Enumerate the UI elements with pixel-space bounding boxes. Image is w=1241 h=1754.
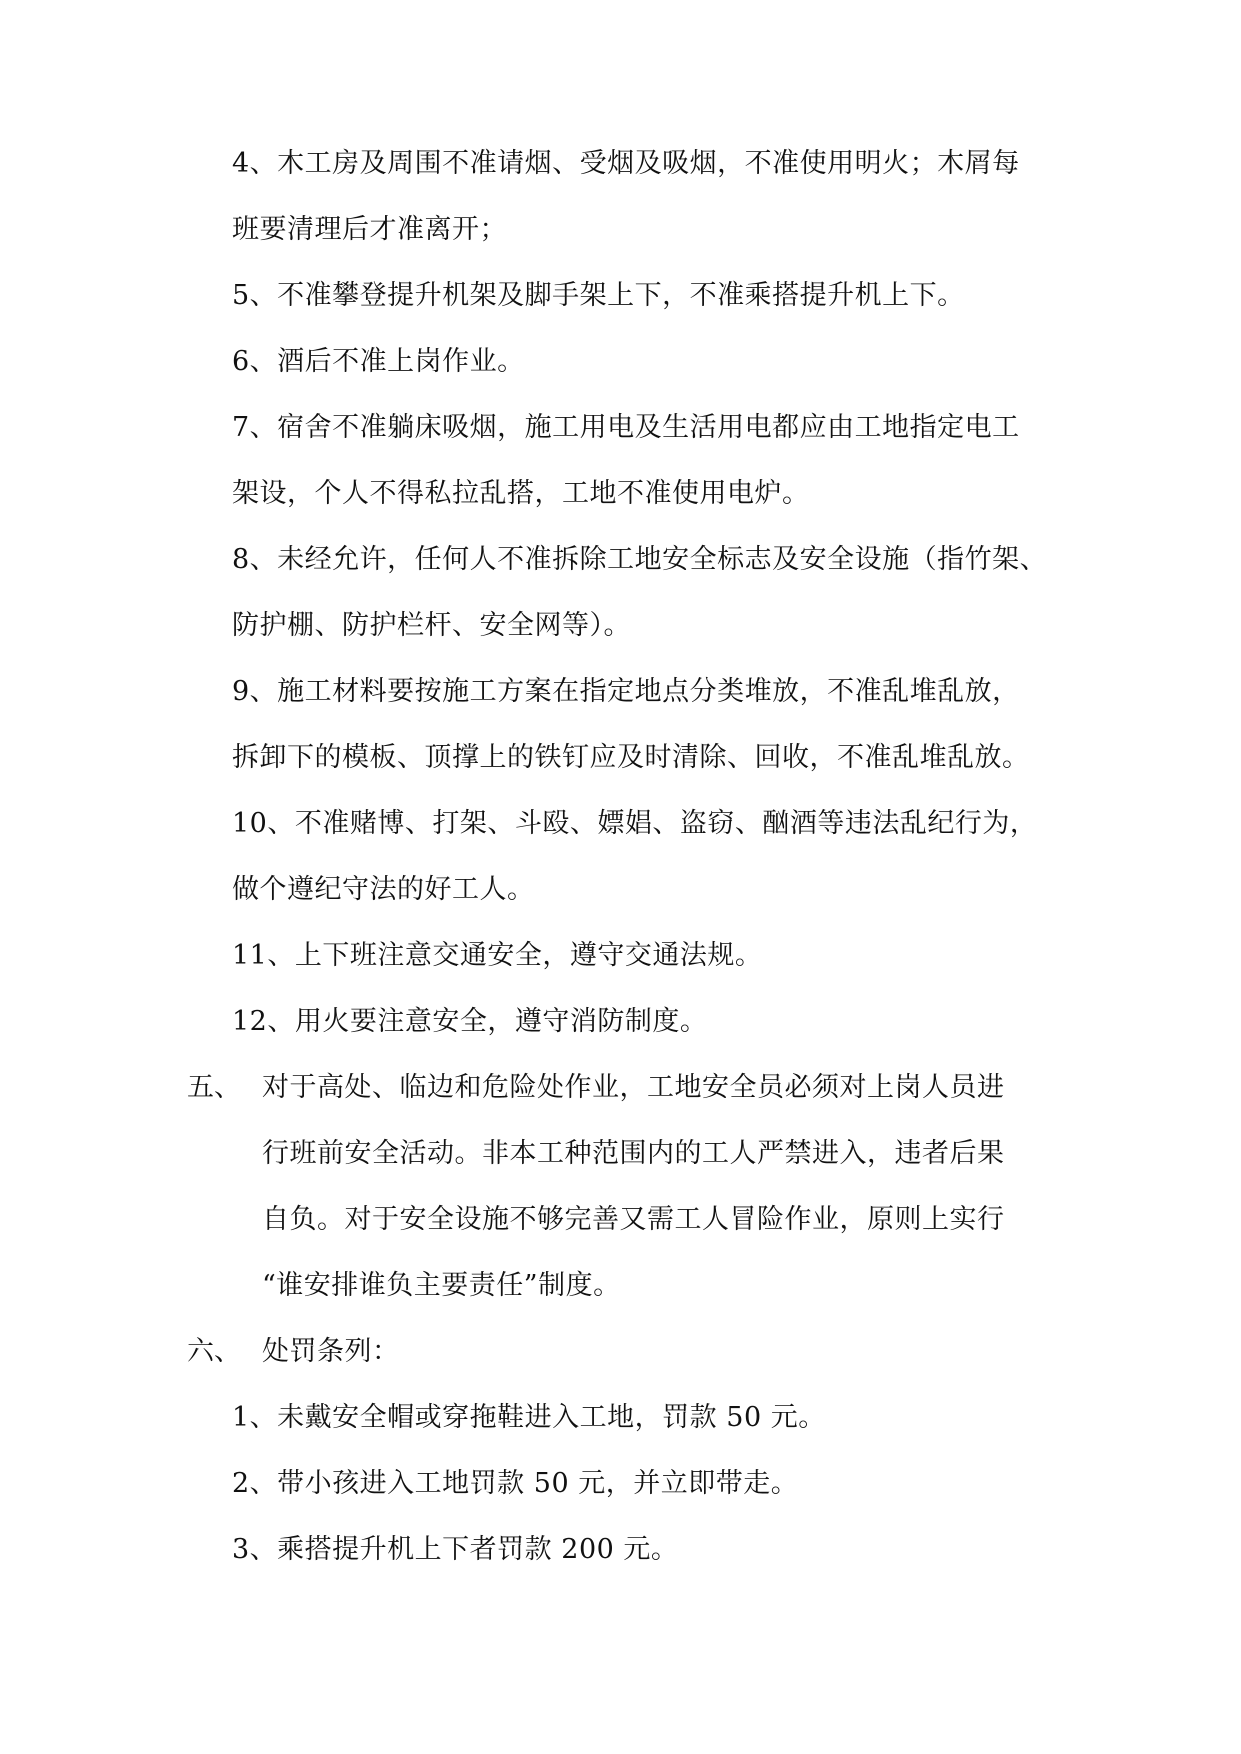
item-10-line-2: 做个遵纪守法的好工人。	[232, 874, 535, 905]
item-11: 11、上下班注意交通安全，遵守交通法规。	[232, 940, 763, 971]
item-8-line-1: 8、未经允许，任何人不准拆除工地安全标志及安全设施（指竹架、	[232, 544, 1048, 575]
item-8-line-2: 防护棚、防护栏杆、安全网等）。	[232, 610, 631, 641]
section-5-line-2: 行班前安全活动。非本工种范围内的工人严禁进入，违者后果	[262, 1138, 1005, 1169]
section-6-number: 六、	[187, 1336, 241, 1367]
item-7-line-2: 架设，个人不得私拉乱搭，工地不准使用电炉。	[232, 478, 810, 509]
section-6-title: 处罚条列：	[262, 1336, 400, 1367]
section-5-number: 五、	[187, 1072, 241, 1103]
item-7-line-1: 7、宿舍不准躺床吸烟，施工用电及生活用电都应由工地指定电工	[232, 412, 1020, 443]
penalty-2: 2、带小孩进入工地罚款 50 元，并立即带走。	[232, 1468, 799, 1499]
item-9-line-1: 9、施工材料要按施工方案在指定地点分类堆放，不准乱堆乱放，	[232, 676, 1020, 707]
section-5-line-1: 对于高处、临边和危险处作业，工地安全员必须对上岗人员进	[262, 1072, 1005, 1103]
item-4-line-2: 班要清理后才准离开；	[232, 214, 507, 245]
item-9-line-2: 拆卸下的模板、顶撑上的铁钉应及时清除、回收，不准乱堆乱放。	[232, 742, 1030, 773]
section-5-line-3: 自负。对于安全设施不够完善又需工人冒险作业，原则上实行	[262, 1204, 1005, 1235]
penalty-1: 1、未戴安全帽或穿拖鞋进入工地，罚款 50 元。	[232, 1402, 826, 1433]
item-10-line-1: 10、不准赌博、打架、斗殴、嫖娼、盗窃、酗酒等违法乱纪行为，	[232, 808, 1038, 839]
item-4-line-1: 4、木工房及周围不准请烟、受烟及吸烟，不准使用明火；木屑每	[232, 148, 1020, 179]
item-6: 6、酒后不准上岗作业。	[232, 346, 525, 377]
item-5: 5、不准攀登提升机架及脚手架上下，不准乘搭提升机上下。	[232, 280, 965, 311]
item-12: 12、用火要注意安全，遵守消防制度。	[232, 1006, 708, 1037]
penalty-3: 3、乘搭提升机上下者罚款 200 元。	[232, 1534, 679, 1565]
section-5-line-4: “谁安排谁负主要责任”制度。	[262, 1270, 621, 1301]
